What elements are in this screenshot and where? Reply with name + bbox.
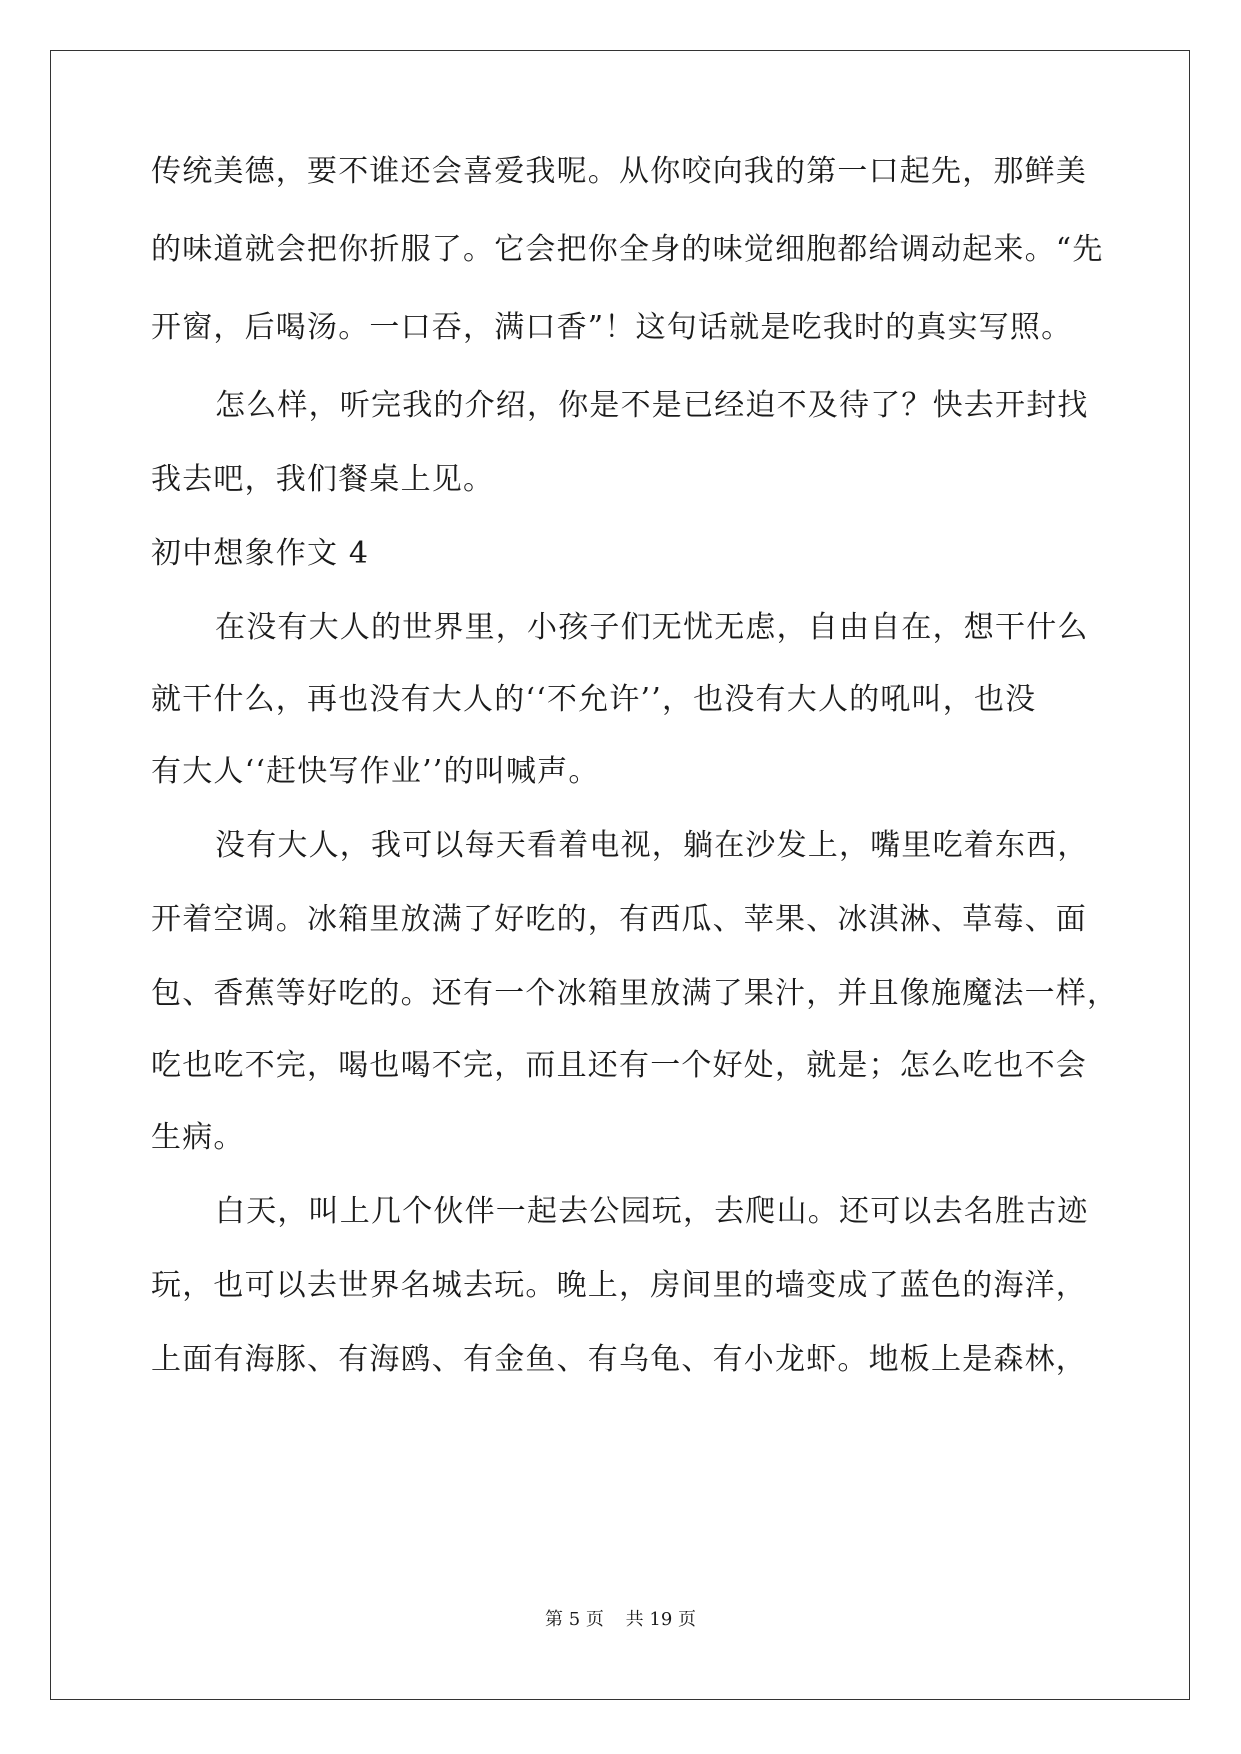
- text-line: 上面有海豚、有海鸥、有金鱼、有乌龟、有小龙虾。地板上是森林，: [151, 1342, 1087, 1377]
- text-line: 包、香蕉等好吃的。还有一个冰箱里放满了果汁，并且像施魔法一样，: [151, 976, 1119, 1011]
- page-footer: [0, 1608, 1241, 1632]
- page-border: [50, 50, 1190, 1700]
- text-line: 怎么样，听完我的介绍，你是不是已经迫不及待了？快去开封找: [215, 388, 1089, 423]
- section-title: 初中想象作文 4: [151, 536, 370, 571]
- text-line: 开着空调。冰箱里放满了好吃的，有西瓜、苹果、冰淇淋、草莓、面: [151, 902, 1087, 937]
- page-number: 第 5 页: [545, 1609, 604, 1630]
- text-line: 的味道就会把你折服了。它会把你全身的味觉细胞都给调动起来。“先: [151, 232, 1104, 267]
- text-line: 就干什么，再也没有大人的‘‘不允许’’，也没有大人的吼叫，也没: [151, 682, 1037, 717]
- text-line: 有大人‘‘赶快写作业’’的叫喊声。: [151, 754, 600, 789]
- text-line: 我去吧，我们餐桌上见。: [151, 462, 495, 497]
- page-total: 共 19 页: [625, 1609, 696, 1630]
- text-line: 生病。: [151, 1120, 245, 1155]
- text-line: 没有大人，我可以每天看着电视，躺在沙发上，嘴里吃着东西，: [215, 828, 1089, 863]
- text-line: 开窗，后喝汤。一口吞，满口香”！这句话就是吃我时的真实写照。: [151, 310, 1073, 345]
- text-line: 在没有大人的世界里，小孩子们无忧无虑，自由自在，想干什么: [215, 610, 1089, 645]
- text-line: 传统美德，要不谁还会喜爱我呢。从你咬向我的第一口起先，那鲜美: [151, 154, 1087, 189]
- text-line: 白天，叫上几个伙伴一起去公园玩，去爬山。还可以去名胜古迹: [215, 1194, 1089, 1229]
- text-line: 玩，也可以去世界名城去玩。晚上，房间里的墙变成了蓝色的海洋，: [151, 1268, 1087, 1303]
- text-line: 吃也吃不完，喝也喝不完，而且还有一个好处，就是；怎么吃也不会: [151, 1048, 1087, 1083]
